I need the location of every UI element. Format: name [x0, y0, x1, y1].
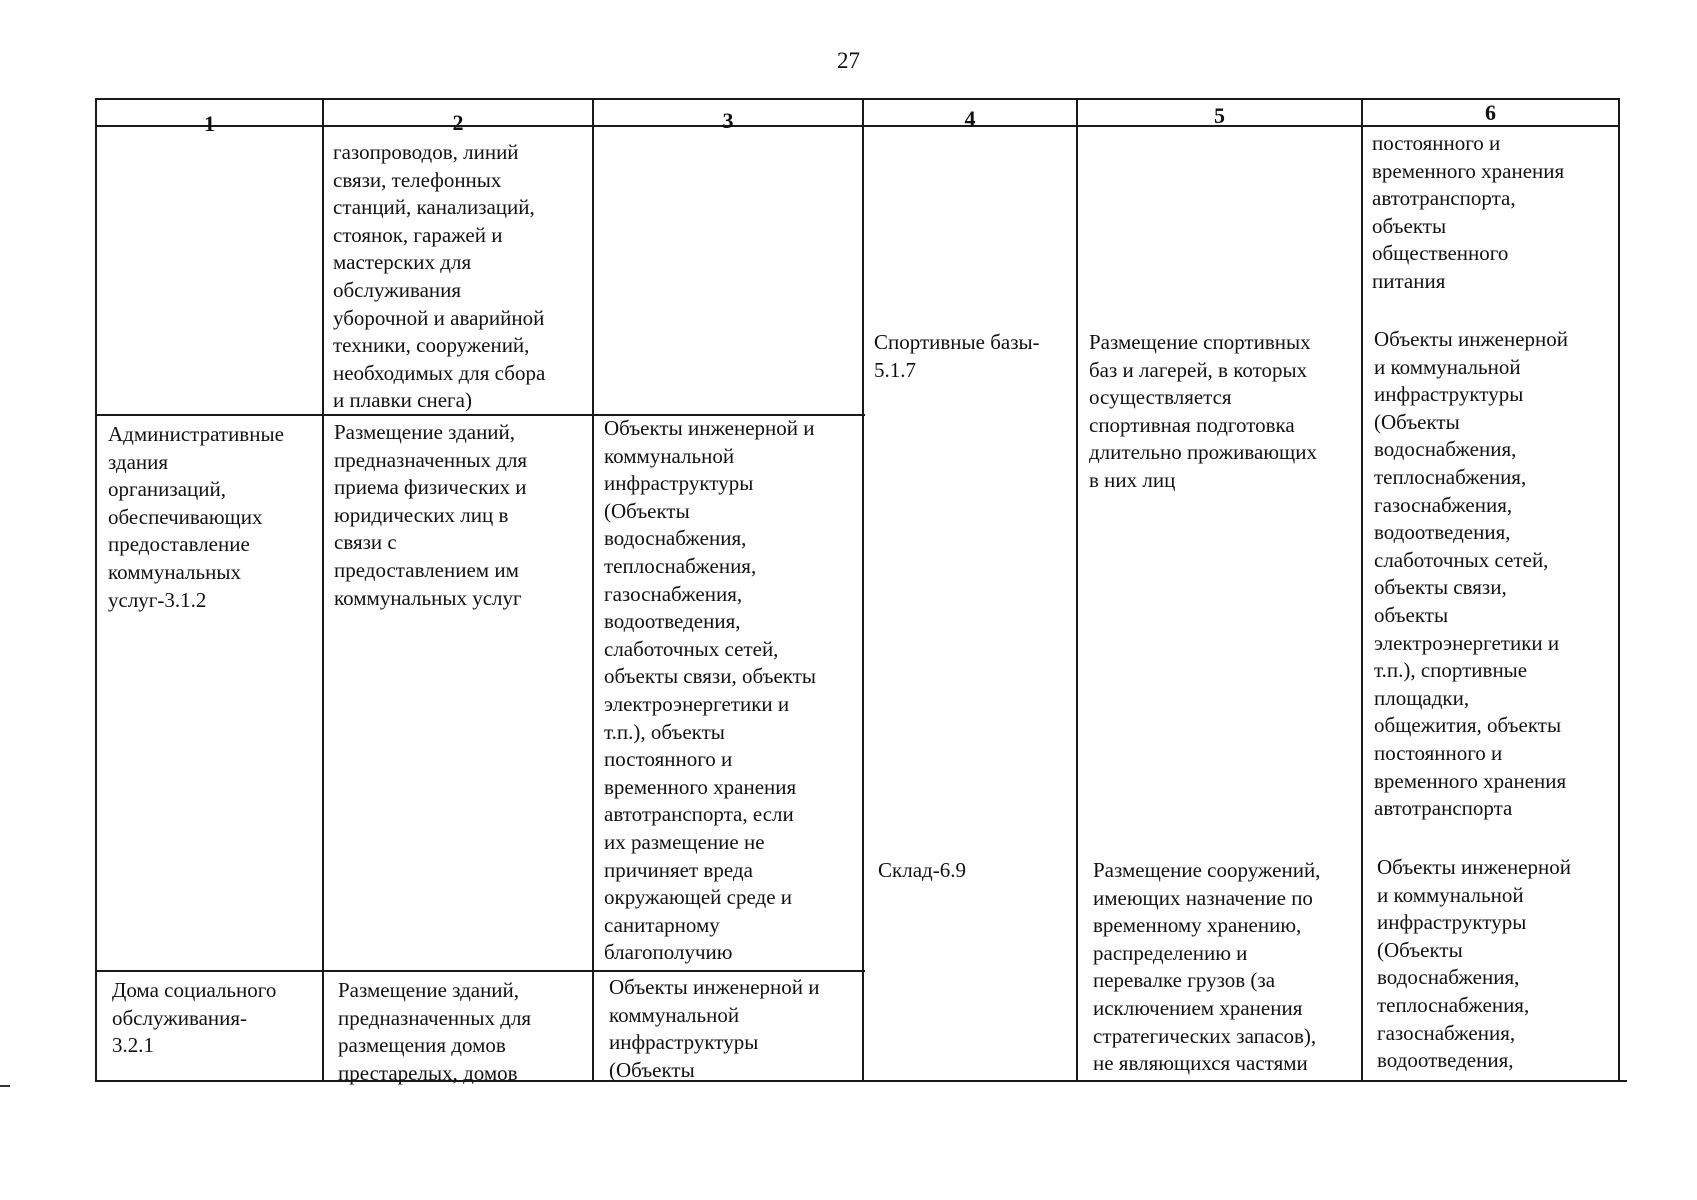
text-line: газоснабжения, [604, 581, 743, 606]
text-line: инфраструктуры [1374, 382, 1524, 407]
cell-col3-social-homes [609, 974, 820, 1084]
text-line: обеспечивающих [108, 504, 263, 529]
text-line: автотранспорта, [1372, 186, 1516, 211]
text-line: временного хранения [1374, 768, 1567, 793]
cell-col5-warehouse [1093, 857, 1320, 1078]
text-line: постоянного и [1374, 740, 1503, 765]
text-line: в них лиц [1089, 467, 1176, 492]
text-line: престарелых, домов [338, 1060, 518, 1085]
text-line: предназначенных для [338, 1005, 532, 1030]
text-line: постоянного и [604, 747, 733, 772]
text-line: (Объекты [609, 1057, 695, 1082]
text-line: объекты связи, объекты [604, 664, 817, 689]
text-line: инфраструктуры [1377, 910, 1527, 935]
text-line: (Объекты [1377, 937, 1463, 962]
text-line: Объекты инженерной и [609, 975, 820, 999]
text-line: связи с [334, 530, 397, 555]
col-divider-4-5 [1076, 98, 1078, 1082]
text-line: слаботочных сетей, [604, 636, 779, 661]
col-divider-2-3 [592, 98, 594, 1082]
text-line: спортивная подготовка [1089, 412, 1295, 437]
cell-col2-social-homes [338, 977, 531, 1087]
text-line: водоотведения, [1377, 1048, 1514, 1073]
text-line: (Объекты [1374, 409, 1460, 434]
text-line: временного хранения [1372, 158, 1565, 183]
cell-col6-warehouse [1377, 854, 1571, 1075]
header-col-6: 6 [1485, 100, 1496, 125]
header-col-3: 3 [722, 108, 734, 133]
text-line: стратегических запасов), [1093, 1023, 1317, 1048]
text-line: необходимых для сбора [333, 360, 546, 385]
text-line: питания [1372, 268, 1446, 293]
text-line: санитарному [604, 912, 720, 937]
text-line: коммунальной [609, 1002, 740, 1027]
header-col-5: 5 [1214, 103, 1225, 128]
text-line: т.п.), объекты [604, 719, 725, 744]
scan-mark-left [0, 1085, 10, 1087]
text-line: баз и лагерей, в которых [1089, 357, 1308, 382]
text-line: Объекты инженерной и [604, 416, 815, 440]
col-divider-5-6 [1361, 98, 1363, 1082]
text-line: теплоснабжения, [1374, 464, 1527, 489]
col-divider-1-2 [322, 98, 324, 1082]
text-line: коммунальной [604, 443, 735, 468]
text-line: и коммунальной [1377, 882, 1524, 907]
cell-col1-admin-buildings [108, 421, 284, 614]
text-line: осуществляется [1089, 385, 1232, 410]
text-line: газоснабжения, [1374, 492, 1513, 517]
text-line: Размещение зданий, [334, 420, 516, 444]
text-line: услуг-3.1.2 [108, 587, 207, 612]
text-line: мастерских для [333, 250, 472, 275]
text-line: Объекты инженерной [1374, 327, 1569, 351]
text-line: Административные [108, 422, 284, 446]
text-line: т.п.), спортивные [1374, 658, 1528, 683]
text-line: распределению и [1093, 940, 1248, 965]
text-line: газоснабжения, [1377, 1020, 1516, 1045]
text-line: электроэнергетики и [604, 691, 790, 716]
text-line: перевалке грузов (за [1093, 968, 1276, 993]
text-line: слаботочных сетей, [1374, 547, 1549, 572]
text-line: теплоснабжения, [1377, 992, 1530, 1017]
cell-col1-social-homes [112, 977, 276, 1060]
text-line: объекты связи, [1374, 575, 1507, 600]
cell-col2-continuation [333, 139, 545, 415]
text-line: инфраструктуры [604, 471, 754, 496]
text-line: их размещение не [604, 829, 765, 854]
text-line: автотранспорта, если [604, 802, 794, 827]
text-line: Спортивные базы- [874, 330, 1040, 354]
text-line: размещения домов [338, 1033, 506, 1058]
text-line: предоставлением им [334, 557, 519, 582]
text-line: организаций, [108, 477, 226, 502]
text-line: здания [108, 449, 169, 474]
text-line: обслуживания [333, 277, 462, 302]
cell-col4-sport-bases [874, 329, 1040, 384]
text-line: водоснабжения, [1377, 965, 1520, 990]
page-number: 27 [837, 48, 860, 73]
text-line: уборочной и аварийной [333, 305, 545, 330]
text-line: не являющихся частями [1093, 1051, 1308, 1076]
cell-col4-warehouse [878, 857, 966, 885]
text-line: окружающей среде и [604, 885, 793, 910]
text-line: инфраструктуры [609, 1030, 759, 1055]
table-left-border [95, 98, 97, 1082]
text-line: причиняет вреда [604, 857, 753, 882]
text-line: Размещение спортивных [1089, 330, 1311, 354]
text-line: юридических лиц в [334, 502, 509, 527]
text-line: коммунальных [108, 559, 241, 584]
header-col-4: 4 [964, 106, 976, 131]
text-line: водоотведения, [604, 609, 741, 634]
text-line: исключением хранения [1093, 995, 1303, 1020]
text-line: газопроводов, линий [333, 140, 519, 164]
cell-col2-admin-buildings [334, 419, 527, 612]
header-col-2: 2 [452, 110, 464, 135]
text-line: приема физических и [334, 475, 527, 500]
table-right-border [1618, 98, 1620, 1082]
text-line: благополучию [604, 940, 733, 965]
text-line: и плавки снега) [333, 388, 472, 413]
text-line: Дома социального [112, 978, 277, 1002]
text-line: объекты [1374, 602, 1449, 627]
text-line: длительно проживающих [1089, 440, 1317, 465]
text-line: предоставление [108, 532, 250, 557]
text-line: постоянного и [1372, 131, 1501, 155]
text-line: 3.2.1 [112, 1033, 154, 1058]
text-line: временному хранению, [1093, 913, 1302, 938]
cell-col6-continuation [1372, 130, 1564, 296]
text-line: техники, сооружений, [333, 333, 530, 358]
text-line: водоснабжения, [604, 526, 747, 551]
text-line: водоснабжения, [1374, 437, 1517, 462]
text-line: и коммунальной [1374, 354, 1521, 379]
cell-col5-sport-bases [1089, 329, 1317, 495]
text-line: Размещение зданий, [338, 978, 520, 1002]
cell-col3-admin-buildings [604, 415, 816, 967]
text-line: водоотведения, [1374, 520, 1511, 545]
row-divider-2 [97, 970, 865, 972]
text-line: станций, канализаций, [333, 195, 535, 220]
header-col-1: 1 [204, 111, 215, 136]
text-line: автотранспорта [1374, 796, 1513, 821]
text-line: общежития, объекты [1374, 713, 1562, 738]
text-line: общественного [1372, 241, 1509, 266]
text-line: Объекты инженерной [1377, 855, 1572, 879]
text-line: площадки, [1374, 685, 1470, 710]
text-line: связи, телефонных [333, 167, 502, 192]
text-line: электроэнергетики и [1374, 630, 1560, 655]
text-line: предназначенных для [334, 447, 528, 472]
text-line: временного хранения [604, 774, 797, 799]
text-line: Склад-6.9 [878, 858, 966, 882]
text-line: коммунальных услуг [334, 585, 522, 610]
text-line: объекты [1372, 213, 1447, 238]
text-line: обслуживания- [112, 1005, 248, 1030]
text-line: теплоснабжения, [604, 553, 757, 578]
text-line: Размещение сооружений, [1093, 858, 1321, 882]
text-line: (Объекты [604, 498, 690, 523]
cell-col6-sport-bases [1374, 326, 1568, 823]
text-line: 5.1.7 [874, 357, 916, 382]
text-line: стоянок, гаражей и [333, 222, 503, 247]
text-line: имеющих назначение по [1093, 885, 1313, 910]
col-divider-3-4 [862, 98, 864, 1082]
